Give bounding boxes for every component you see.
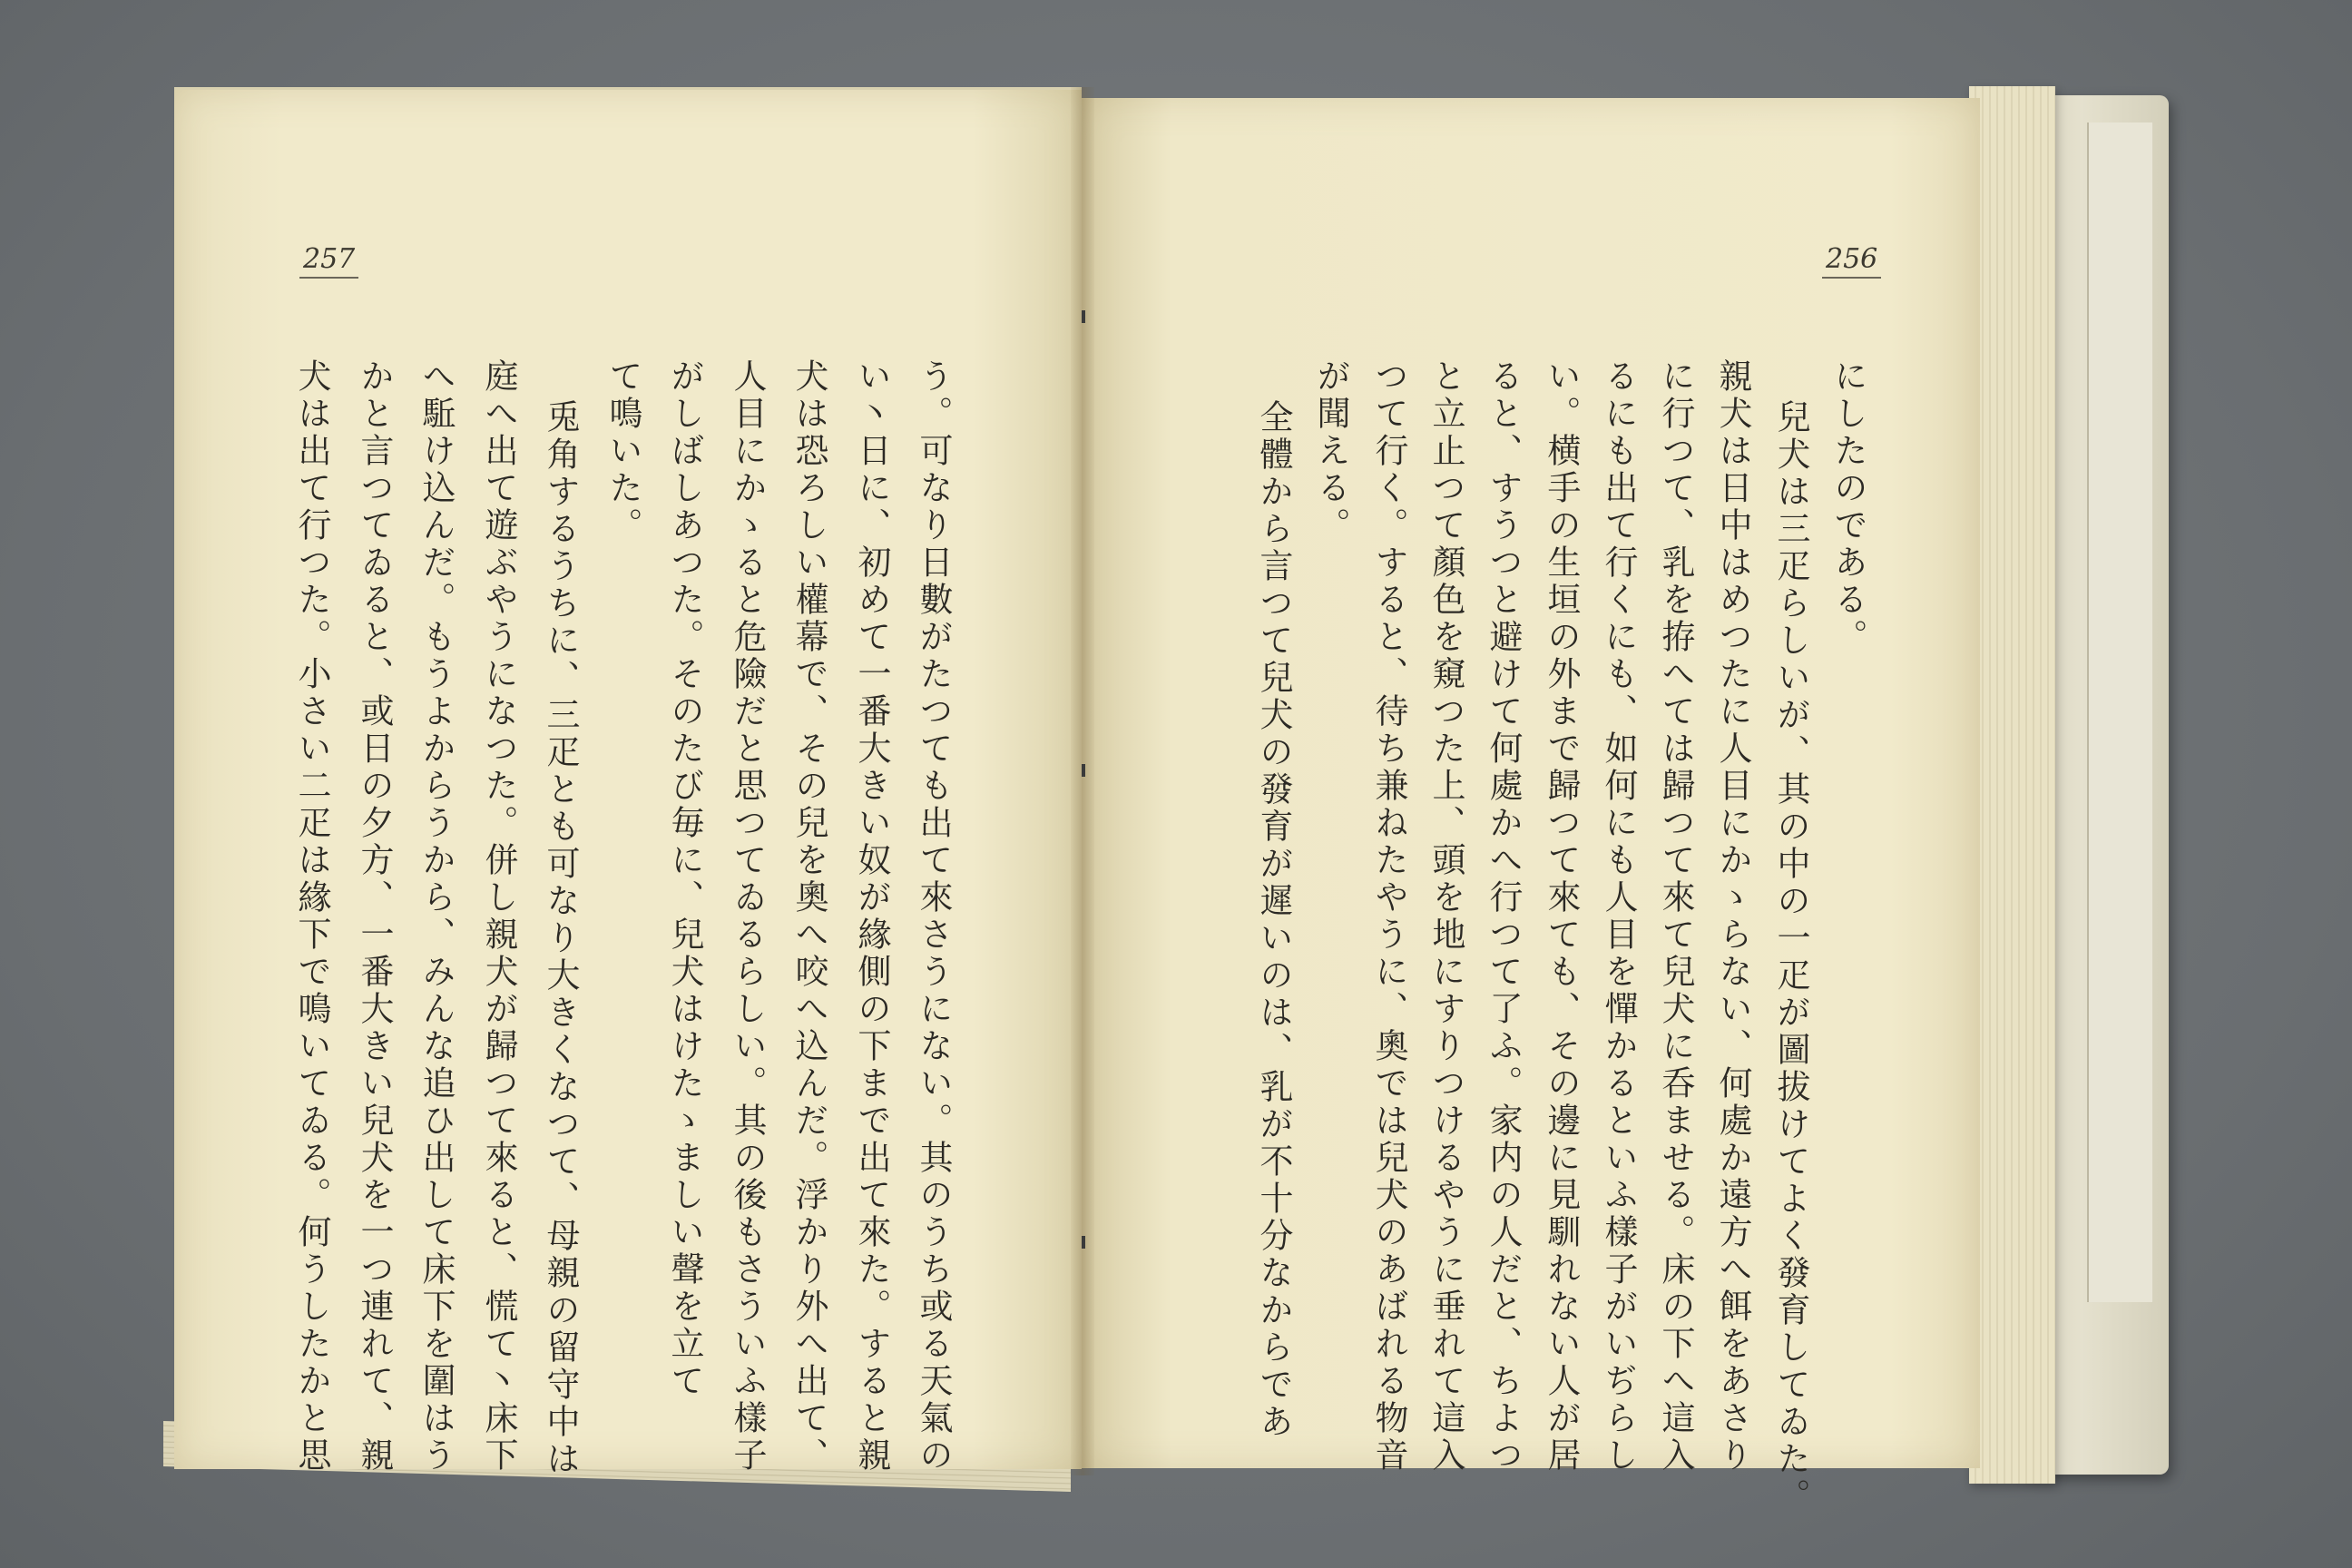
text-line: がしばしあつた。そのたび毎に、兒犬はけたゝましい聲を立て xyxy=(665,358,704,1400)
text-line: い丶日に、初めて一番大きい奴が緣側の下まで出て來た。すると親 xyxy=(852,358,891,1475)
text-line: へ駈け込んだ。もうよからうから、みんな追ひ出して床下を圍はう xyxy=(416,358,456,1475)
cover-inner xyxy=(2087,122,2152,1302)
text-line: にしたのである。 xyxy=(1828,358,1867,656)
text-line: るにも出て行くにも、如何にも人目を憚かるといふ樣子がいぢらし xyxy=(1599,358,1638,1475)
text-line: 兒犬は三疋らしいが、其の中の一疋が圖拔けてよく發育してゐた。 xyxy=(1771,399,1810,1515)
text-line: 犬は恐ろしい權幕で、その兒を奧へ咬へ込んだ。浮かり外へ出て、 xyxy=(789,358,828,1475)
text-line: 庭へ出て遊ぶやうになつた。併し親犬が歸つて來ると、慌て丶床下 xyxy=(479,358,518,1475)
page-number-right: 256 xyxy=(1822,243,1881,279)
text-line: が聞える。 xyxy=(1311,358,1350,544)
text-line: 犬は出て行つた。小さい二疋は緣下で鳴いてゐる。何うしたかと思 xyxy=(292,358,331,1475)
text-line: 全體から言つて兒犬の發育が遲いのは、乳が不十分なからであ xyxy=(1254,399,1293,1441)
text-line: かと言つてゐると、或日の夕方、一番大きい兒犬を一つ連れて、親 xyxy=(355,358,394,1475)
text-line: ると、すうつと避けて何處かへ行つて了ふ。家内の人だと、ちよつ xyxy=(1484,358,1523,1475)
page-edges-right xyxy=(1969,86,2055,1484)
binding-stitch xyxy=(1082,1236,1085,1249)
text-line: 人目にかゝると危險だと思つてゐるらしい。其の後もさういふ樣子 xyxy=(728,358,767,1475)
text-line: と立止つて顏色を窺つた上、頭を地にすりつけるやうに垂れて這入 xyxy=(1426,358,1465,1475)
text-line: い。横手の生垣の外まで歸つて來ても、その邊に見馴れない人が居 xyxy=(1542,358,1581,1475)
text-line: う。可なり日數がたつても出て來さうにない。其のうち或る天氣の xyxy=(914,358,953,1475)
right-page xyxy=(1082,98,1980,1468)
text-line: つて行く。すると、待ち兼ねたやうに、奧では兒犬のあばれる物音 xyxy=(1369,358,1408,1475)
text-line: に行つて、乳を拵へては歸つて來て兒犬に呑ませる。床の下へ這入 xyxy=(1656,358,1695,1475)
text-line: 親犬は日中はめつたに人目にかゝらない、何處か遠方へ餌をあさり xyxy=(1713,358,1752,1475)
page-number-left: 257 xyxy=(299,243,358,279)
binding-stitch xyxy=(1082,764,1085,777)
text-line: て鳴いた。 xyxy=(603,358,642,544)
binding-stitch xyxy=(1082,310,1085,323)
book-gutter xyxy=(1071,87,1094,1475)
text-line: 兎角するうちに、三疋とも可なり大きくなつて、母親の留守中は xyxy=(541,399,580,1478)
